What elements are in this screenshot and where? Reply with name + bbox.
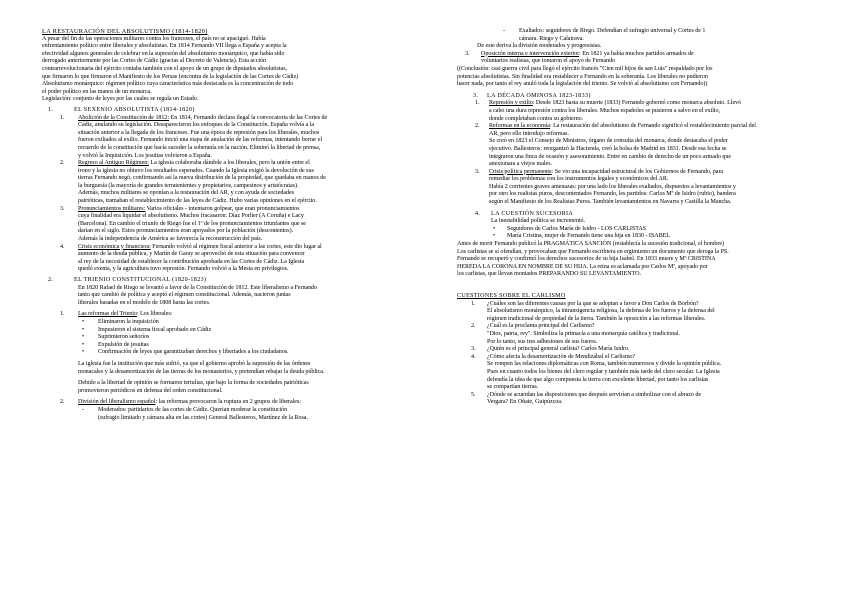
bullet-icon: • <box>82 341 85 348</box>
item-text: la burguesía (la mayoría de grandes terratenientes y propietarios, campesinos y aristócratas). <box>78 182 299 189</box>
item-number: 2. <box>60 160 65 167</box>
intro-line: el poder político en las manos de un monarca. <box>42 88 152 95</box>
list-item <box>42 244 454 274</box>
question-item <box>457 346 827 354</box>
question-number: 2. <box>471 323 476 330</box>
item-number: 4. <box>60 243 65 250</box>
paragraph-line: los carlistas, que llevan montados PREPARANDO SU LEVANTAMIENTO. <box>457 271 641 278</box>
answer-text: Se rompen las relaciones diplomáticas con Roma, también numerosos y divide la opinión pública. <box>487 361 722 368</box>
trienio-intro <box>42 285 454 308</box>
bullet-icon: • <box>82 318 85 325</box>
intro-line: Absolutismo monárquico: régimen político cuya característica más destacada es la concentración de todo <box>42 81 294 88</box>
section-heading-sucesion <box>457 211 827 219</box>
item-text: darían en el siglo. Estos pronunciamientos eran apoyados por la población (descontentos). <box>78 228 294 235</box>
intro-line: derrogado anteriormente por las Cortes de Cádiz (gracias al Decreto de Valencia). Esta acción <box>42 58 266 65</box>
question-item <box>457 323 827 346</box>
bullet-icon: • <box>82 349 85 356</box>
bullet-item <box>42 349 454 357</box>
paragraph-line: De este deriva la división moderados y progresistas. <box>477 43 602 50</box>
item-text: : La restauración del absolutismo de Fernando significó el restablecimiento parcial del <box>549 123 756 130</box>
question-item <box>457 301 827 324</box>
list-item <box>42 160 454 206</box>
section-title: LA CUESTIÓN SUCESORIA <box>491 210 574 217</box>
item-text: Además la independencia de América se favorecía la reconstrucción del país. <box>78 236 263 243</box>
item-number: 1. <box>60 114 65 121</box>
section-title: EL TRIENIO CONSTITUCIONAL (1820-1823) <box>74 277 207 283</box>
question-number: 1. <box>471 300 476 307</box>
answer-text: Por lo tanto, sus tres adhesiones de sus fueros. <box>487 338 598 345</box>
question-number: 3. <box>471 346 476 353</box>
bullet-item <box>42 319 454 327</box>
item-label: Regreso al Antiguo Régimen: <box>78 160 149 167</box>
item-label: Abolición de la Constitución de 1812: <box>78 114 170 121</box>
trienio-paragraph <box>42 361 454 395</box>
item-text: Varios oficiales - intentaron golpear, que eran pronunciamientos <box>145 205 300 212</box>
answer-text: El absolutismo monárquico, la intransigencia religiosa, la defensa de los fueros y la defensa del <box>487 308 715 315</box>
bullet-text: Confirmación de leyes que garantizaban derechos y libertades a los ciudadanos. <box>98 349 289 356</box>
bullet-icon: • <box>493 233 496 240</box>
intro-paragraph <box>42 36 454 104</box>
list-item <box>457 100 827 123</box>
bullet-text: Moderados: partidarios de las cortes de Cádiz. Querían moderar la constitución <box>98 406 288 413</box>
paragraph-line: HEREDA LA CORONA EN NOMBRE DE SU HIJA. La reina es aclamada por Carlos Mª, apoyado por <box>457 263 708 270</box>
paragraph-line: hacer nada, por tanto el rey anuló toda la legislación del trienio. Se volvió al absolutismo con Fernando)) <box>457 81 708 88</box>
item-text: a cabo una dura represión contra los liberales. Muchos españoles se pusieron a salvo en el exilio, <box>489 107 720 114</box>
paragraph-line: Antes de morir Fernando publicó la PRAGMÁTICA SANCIÓN (restablecía la sucesión tradicional, el hombre) <box>457 241 725 248</box>
paragraph-line: La inestabilidad política se incrementó. <box>491 218 585 225</box>
list-item <box>457 51 827 66</box>
item-text: donde completaban contra su gobierno. <box>489 115 584 122</box>
bullet-text: Expulsión de jesuitas <box>98 341 149 348</box>
item-text: En 1814, Fernando declara ilegal la convocatoria de las Cortes de <box>169 114 328 121</box>
question-text: ¿Cuál es la proclama principal del Carlismo? <box>487 323 595 330</box>
intro-line: enfrentamiento político entre liberales y absolutistas. En 1814 Fernando VII llega a España y acepta la <box>42 43 287 50</box>
item-text: voluntarios realistas, que tomaron el apoyo de Fernando <box>481 58 615 65</box>
question-text: ¿Quién es el principal general carlista? Carlos María Isidro. <box>487 346 630 353</box>
list-item <box>42 399 454 407</box>
answer-text: "Dios, patria, rey". Simboliza la primacía a una monarquía católica y tradicional. <box>487 330 680 337</box>
item-text: patrióticas, tramaban el restablecimiento de las leyes de Cádiz. Hubo varias opiniones en el ejército. <box>78 198 317 205</box>
paragraph-line: Fernando se recuperó y confirmó los derechos sucesorios de su hija Isabel. En 1833 muere y Mª CRISTINA <box>457 256 716 263</box>
item-text: Había 2 corrientes graves amenazas: por una lado los liberales exaltados, dispuestos a levantamientos y <box>489 183 736 190</box>
paragraph-line: liberales basadas en el modelo de 1808 hasta las cortes. <box>78 299 211 306</box>
item-text: quedó exenta, y la agricultura tuvo represión. Fernando volvió a la Mesta en privilegios. <box>78 266 289 273</box>
item-number: 2. <box>475 123 480 130</box>
paragraph-line: Debido a la libertad de opinión se formaron tertulias, que bajo la forma de sociedades patrióticas <box>78 380 309 387</box>
item-number: 2. <box>60 399 65 406</box>
section-number: 1. <box>48 106 54 113</box>
question-number: 5. <box>471 391 476 398</box>
section-title: LA DÉCADA OMINOSA 1823-1833) <box>487 92 591 99</box>
bullet-item <box>457 226 827 234</box>
bullet-item <box>457 28 827 36</box>
list-item <box>42 311 454 319</box>
item-text: por otro los realistas puros, descontentados Fernando, les partidos: Carlos Mª de Isidro (rubio), bandera <box>489 191 736 198</box>
answer-text: Vergara? En Oñate, Guipúzcoa. <box>487 399 563 406</box>
question-item <box>457 354 827 392</box>
left-column <box>42 28 454 422</box>
section-number: 2. <box>48 277 54 283</box>
item-label: Crisis económica y financiera: <box>78 243 151 250</box>
paragraph-line: La iglesia fue la institución que más sufrió, ya que el gobierno aprobó la supresión de las órdenes <box>78 360 311 367</box>
question-number: 4. <box>471 353 476 360</box>
question-text: ¿Dónde se acuerdan las disposiciones que después servirían a simbolizar con el abrazo de <box>487 391 702 398</box>
item-text: cuya finalidad era liquidar el absolutismo. Muchos fracasaron: Díaz Porlier (A Coruña) e Lacy <box>78 213 304 220</box>
section-number: 3. <box>473 92 479 99</box>
list-item <box>42 115 454 161</box>
item-label: Reformas en la economía <box>489 123 550 130</box>
intro-line: Legislación: conjunto de leyes por las cuales se regula un Estado. <box>42 96 199 103</box>
bullet-icon: • <box>493 225 496 232</box>
item-text: La iglesia colaboraba dándole a los liberales, pero la unión entre el <box>148 160 310 167</box>
item-text: Se creó en 1823 el Consejo de Ministros, órgano de consulta del monarca, donde destacaba el poder <box>489 138 728 145</box>
bullet-text: Impusieron el sistema fiscal aprobado en Cádiz <box>98 326 212 333</box>
right-column <box>457 28 827 407</box>
paragraph-line: monacales y la desamortización de las tierras de los monasterios, y pretendían rebajar la deuda pública. <box>78 368 325 375</box>
section-heading-trienio <box>42 277 454 285</box>
section-title: EL SEXENIO ABSOLUTISTA (1814-1820) <box>74 106 195 113</box>
item-text: Fernando volvió al régimen fiscal anterior a las cortes, este dio lugar al <box>150 243 322 250</box>
item-label: Oposición interna e intervención exterior <box>481 50 580 57</box>
answer-text: defendía la idea de que algo compuesta la tierra con excelente libertad, por tanto los carlistas <box>487 376 709 383</box>
item-label: División del liberalismo español <box>78 399 156 406</box>
item-text: Cádiz, anulando su legislación. Desaparecieron los enfoques de la Constitución. España volvía a la <box>78 122 315 129</box>
bullet-item <box>42 327 454 335</box>
bullet-item <box>42 334 454 342</box>
bullet-item <box>457 233 827 241</box>
item-text: : Se vio una incapacidad estructural de los Gobiernos de Fernando, para <box>551 168 724 175</box>
bullet-item <box>42 407 454 415</box>
item-number: 3. <box>475 168 480 175</box>
intro-line: contrarrevolucionaria del ejército contaba también con el apoyo de un grupo de diputados absolutistas, <box>42 65 288 72</box>
question-text: ¿Cuáles son las diferentes causas por la que se adoptan a favor a Don Carlos de Borbón? <box>487 300 699 307</box>
page-title: LA RESTAURACIÓN DEL ABSOLUTISMO (1814-1820) <box>42 28 208 35</box>
paragraph-line: tanto que cambió de política y aceptó el régimen constitucional. Además, nacieron juntas <box>78 292 291 299</box>
paragraph-line: Los carlistas se sí ofendían, y provocaban que Fernando escribiera en ergimiento un documento que deroga la PS. <box>457 248 729 255</box>
answer-text: régimen tradicional de propiedad de la tierra. También la oposición a las reformas liberales. <box>487 315 706 322</box>
bullet-icon: - <box>82 406 84 413</box>
item-text: : las reformas provocaron la ruptura en 2 grupos de liberales: <box>155 399 301 406</box>
item-text: (Barcelona). En cambio el triunfo de Riego fue el 1º de los pronunciamientos triunfantes que se <box>78 220 306 227</box>
item-text: según el Manifiesto de los Realistas Puros. También levantamientos en Navarra y Castilla la Mancha. <box>489 199 732 206</box>
bullet-text: cámara. Riego y Calatrava. <box>519 35 584 42</box>
item-text: fueron exiliados al exilio. Fernando inició una etapa de anulación de las reformas, intentando borrar el <box>78 137 323 144</box>
item-text: integraron una finca de ocasión y asesoramiento. Entre en cambio de derecho de un poco armado que <box>489 153 732 160</box>
item-number: 1. <box>60 311 65 318</box>
paragraph-line: ((Conclusión: casi guerra civil para llegó el ejército francés "Cien mil hijos de san Luis" respaldado por los <box>457 65 713 72</box>
item-number: 1. <box>475 100 480 107</box>
item-text: : Los liberales: <box>136 311 173 318</box>
item-label: Pronunciamientos militares: <box>78 205 146 212</box>
item-text: situación anterior a la llegada de los franceses. Fue una época de represión para los liberales, muchos <box>78 129 320 136</box>
item-number: 3. <box>465 50 470 57</box>
bullet-icon: - <box>503 28 505 34</box>
item-text: : Desde 1823 hasta su muerte (1833) Fernando gobernó como monarca absoluto. Llevó <box>532 100 742 107</box>
paragraph-line: En 1820 Rafael de Riego se levantó a favor de la Constitución de 1812. Este liberalismo a Fernando <box>78 284 318 291</box>
item-text: Además, muchos militares se oponían a la restauración del AR, y con ayuda de sociedades <box>78 190 294 197</box>
sucesion-paragraph <box>457 241 827 279</box>
bullet-text: Suprimieron señoríos <box>98 334 150 341</box>
intro-line: efectividad algunos generales de celebrar en la supresión del absolutismo monárquico, que había sido <box>42 50 285 57</box>
item-label: Represión y exilio <box>489 100 533 107</box>
item-label: Las reformas del Trienio <box>78 311 137 318</box>
bullet-text: Eliminaron la inquisición <box>98 318 159 325</box>
paragraph-line: promovieron periódicos en defensa del orden constitucional. <box>78 387 223 394</box>
list-item <box>42 206 454 244</box>
item-text: : En 1821 ya había muchos partidos armados de <box>579 50 694 57</box>
question-text: ¿Cómo afecta la desamortización de Mendizábal el Carlismo? <box>487 353 636 360</box>
item-text: aumento de la deuda pública, y Martín de Garay se aprovechó de esta situación para convencer <box>78 251 305 258</box>
bullet-text: Seguidores de Carlos María de Isidro - LOS CARLISTAS <box>507 225 647 232</box>
answer-text: se compartían tierras. <box>487 384 539 391</box>
questions-title: CUESTIONES SOBRE EL CARLISMO <box>457 293 566 299</box>
list-item <box>457 123 827 169</box>
intro-line: que firmaron lo que firmaron el Manifiesto de los Persas (encontra de la legislación de las Cortes de Cádiz) <box>42 73 299 80</box>
item-text: trono y la iglesia no obtuvo los resultados esperados. Cuando la Iglesia exigió la devolución de sus <box>78 167 314 174</box>
bullet-text: María Cristina, mujer de Fernando tiene una hija en 1830 - ISABEL <box>507 233 670 240</box>
item-text: y volvió la Inquisición. Los jesuitas volvieron a España. <box>78 152 212 159</box>
item-text: ejecutivo. Ballesteros: reorganizó la Hacienda, creó la bolsa de Madrid en 1831. Desde esa fecha se <box>489 145 727 152</box>
paragraph-line: potencias absolutistas. Sin finalidad era restablecer a Fernando en la soberanía. Los liberales no pudieron <box>457 73 708 80</box>
bullet-text: (sufragio limitado y cámara alta en las cortes) General Ballesteros, Martínez de la Rosa. <box>98 414 308 421</box>
answer-text: Pues en cuanto todos los bienes del clero regular y también más tarde del clero secular. La Iglesia <box>487 368 720 375</box>
item-text: AR, pero ello introdujo reformas. <box>489 130 569 137</box>
item-label: Crisis política permanente <box>489 168 552 175</box>
bullet-text: Exaltados: seguidores de Riego. Defendían el sufragio universal y Cortes de 1 <box>519 28 706 34</box>
item-text: recuerdo de la constitución que hacía suceder la soberanía en la nación. Eliminó la libertad de prensa, <box>78 144 321 151</box>
item-text: remediar los problemas con los instrumentos legales y económicos del AR. <box>489 176 669 183</box>
section-heading-sexenio <box>42 107 454 115</box>
list-item <box>457 169 827 207</box>
intro-line: A pesar del fin de las operaciones militares contra los franceses, el país no se apaciguó. Había <box>42 35 266 42</box>
item-text: al rey de la necesidad de establecer la contribución aprobada en las Cortes de Cádiz. La Iglesia <box>78 258 305 265</box>
bullet-icon: • <box>82 326 85 333</box>
item-text: tierras Fernando negó, confirmando así la nueva distribución de la propiedad, que quedaba en manos de <box>78 175 326 182</box>
item-number: 3. <box>60 205 65 212</box>
question-item <box>457 392 827 407</box>
section-number: 4. <box>475 210 481 217</box>
item-text: anexionara a viejos males. <box>489 161 552 168</box>
bullet-icon: • <box>82 334 85 341</box>
